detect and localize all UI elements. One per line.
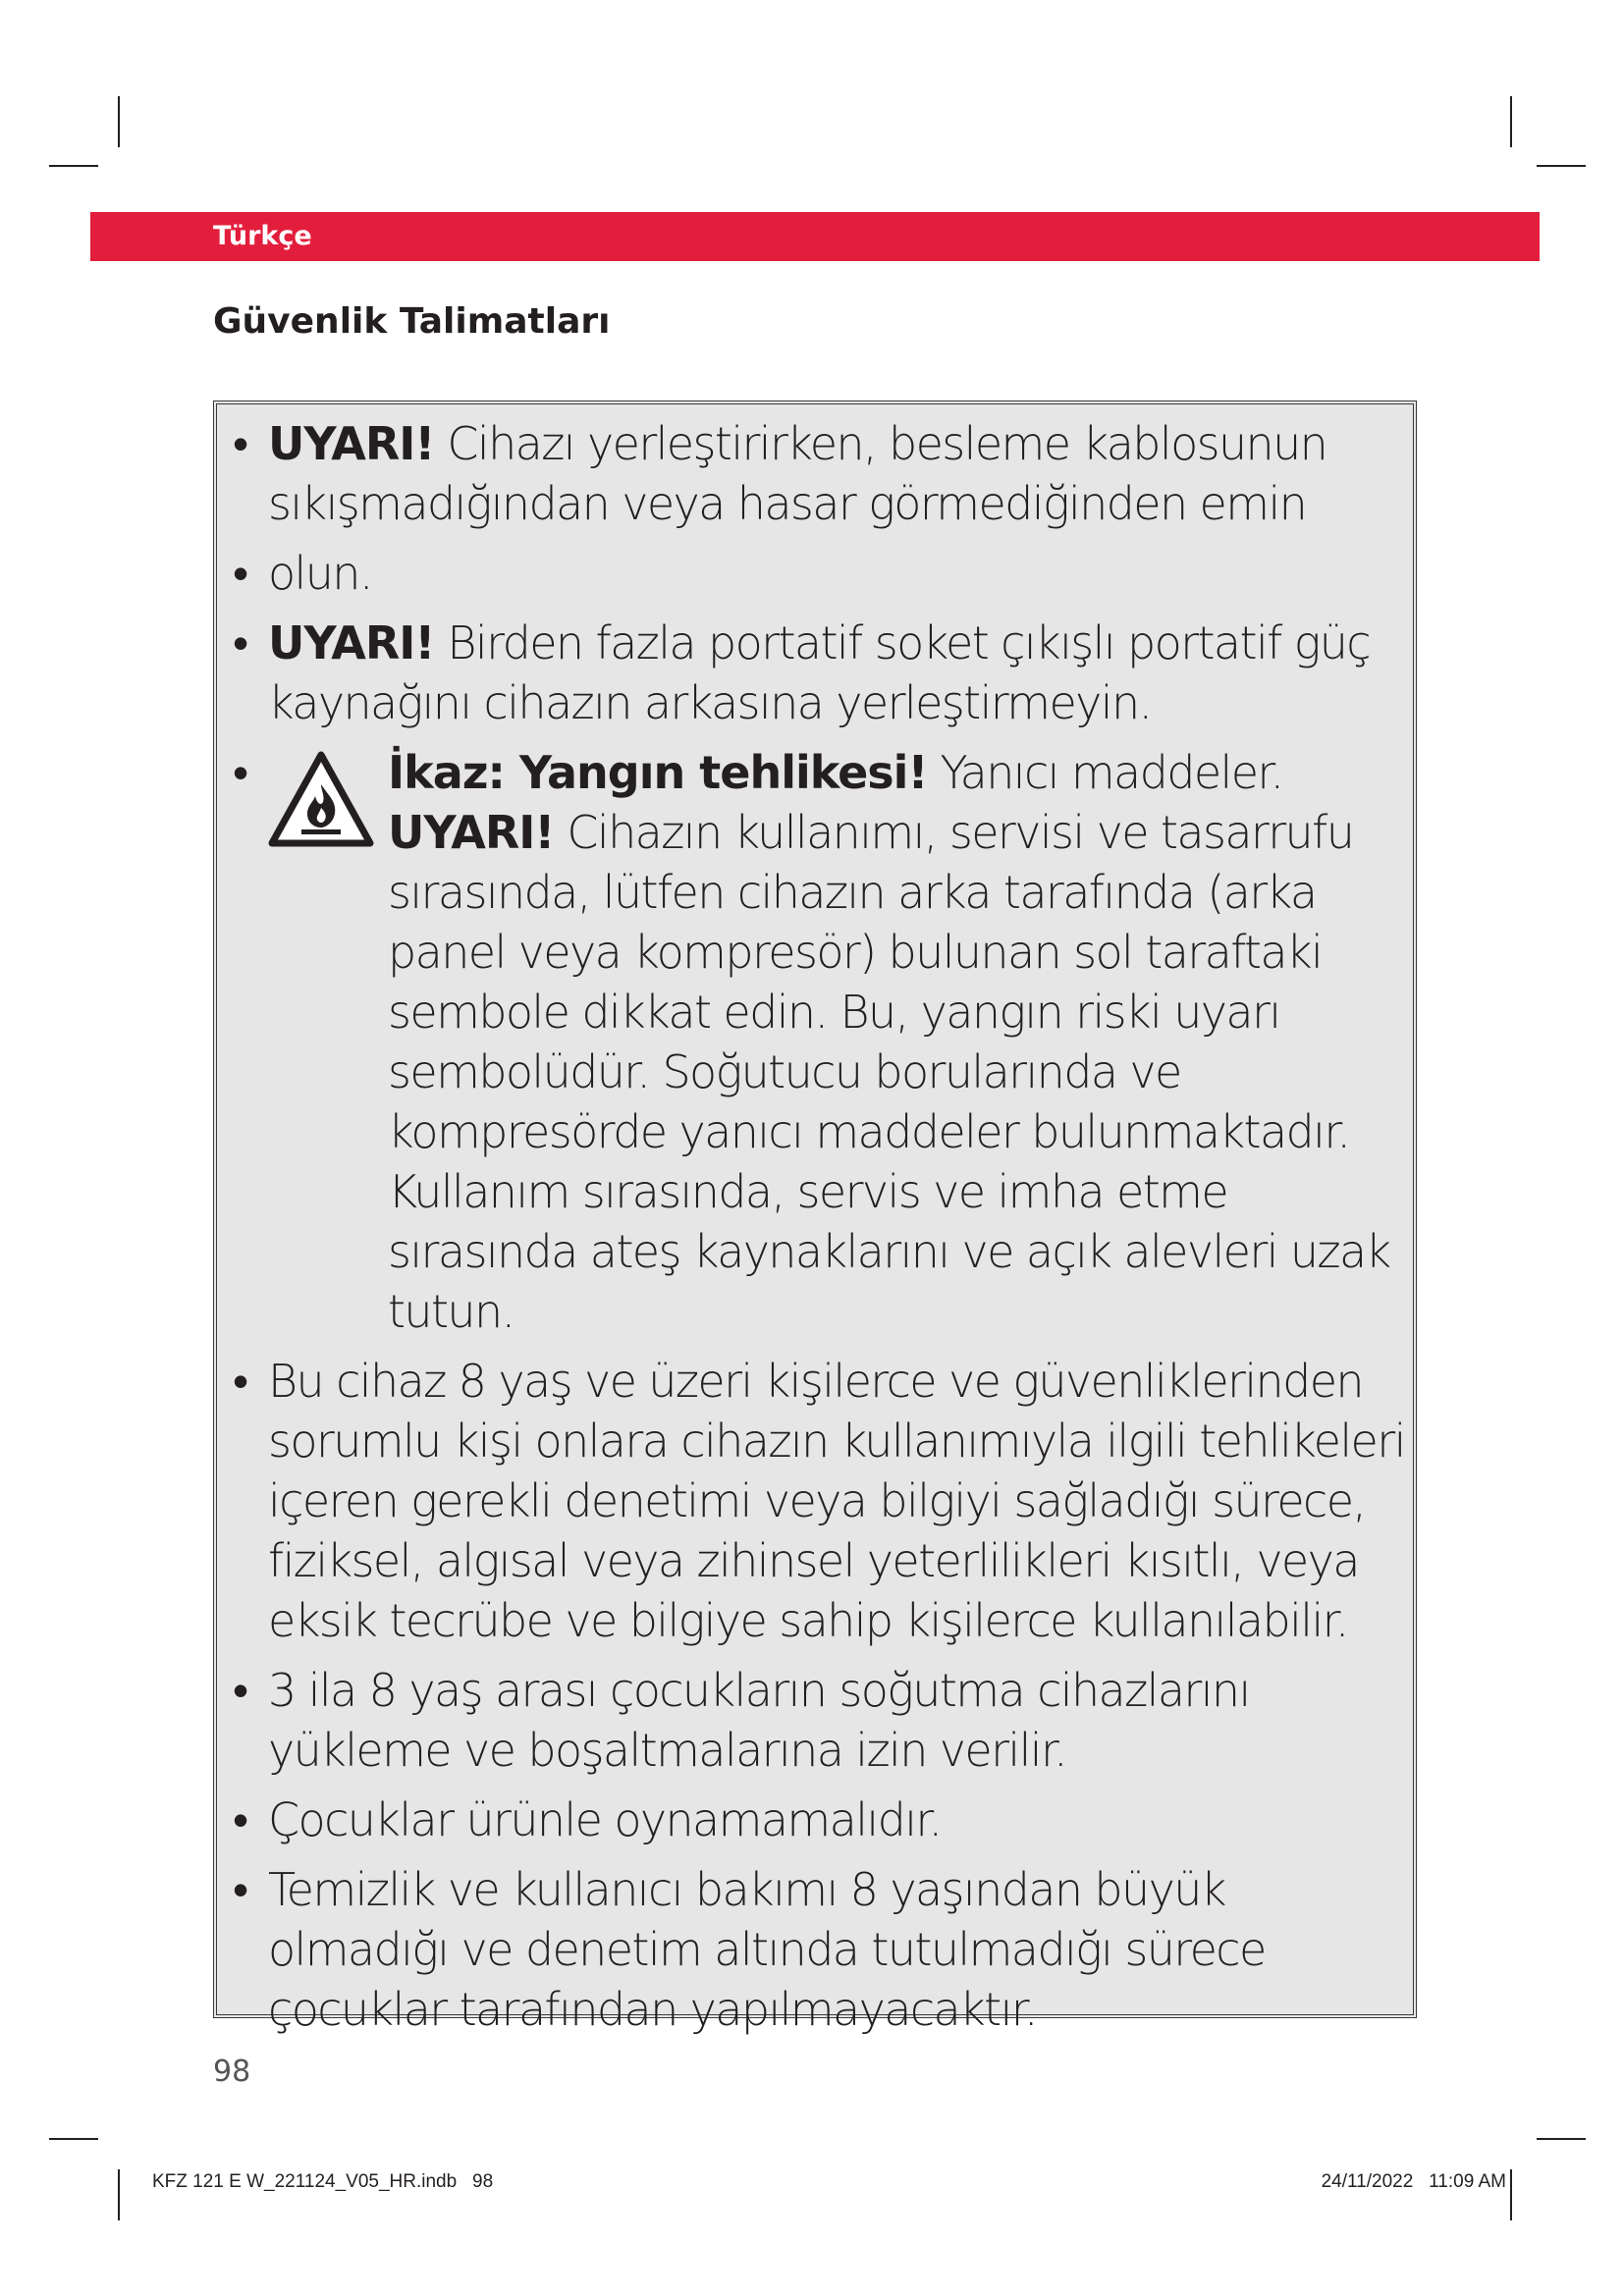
list-item xyxy=(217,544,1413,604)
list-item xyxy=(217,1790,1413,1850)
list-item xyxy=(217,1860,1413,2040)
warning-label: UYARI! xyxy=(388,806,555,859)
list-item-fire-warning xyxy=(217,743,1413,1342)
item-text: Temizlik ve kullanıcı bakımı 8 yaşından büyük olmadığı ve denetim altında tutulmadığı sürece çocuklar tarafından yapılmayacaktır. xyxy=(268,1863,1266,2036)
crop-mark xyxy=(49,2138,98,2140)
footer-date: 24/11/2022 11:09 AM xyxy=(1321,2171,1506,2192)
flammable-warning-icon xyxy=(268,751,374,849)
footer-file: KFZ 121 E W_221124_V05_HR.indb 98 xyxy=(152,2171,494,2192)
warning-label: İkaz: Yangın tehlikesi! xyxy=(388,746,928,799)
item-text: Çocuklar ürünle oynamamalıdır. xyxy=(268,1793,942,1846)
item-text: Cihazı yerleştirirken, besleme kablosunun sıkışmadığından veya hasar görmediğinden emin xyxy=(268,417,1327,530)
crop-mark xyxy=(49,165,98,167)
list-item xyxy=(217,414,1413,534)
crop-mark xyxy=(1510,2169,1512,2220)
crop-mark xyxy=(118,96,120,147)
safety-list xyxy=(217,404,1413,2040)
item-text: Birden fazla portatif soket çıkışlı portatif güç kaynağını cihazın arkasına yerleştirmeyin. xyxy=(268,616,1370,729)
page-number: 98 xyxy=(213,2055,251,2089)
list-item xyxy=(217,1661,1413,1781)
crop-mark xyxy=(1537,165,1586,167)
warning-label: UYARI! xyxy=(268,417,435,470)
safety-instructions-box xyxy=(213,400,1417,2036)
item-text: 3 ila 8 yaş arası çocukların soğutma cihazlarını yükleme ve boşaltmalarına izin verilir. xyxy=(268,1664,1250,1777)
fire-heading xyxy=(268,743,1413,1342)
language-label: Türkçe xyxy=(213,221,312,251)
item-text: olun. xyxy=(268,547,372,600)
list-item xyxy=(217,1352,1413,1651)
item-text: Bu cihaz 8 yaş ve üzeri kişilerce ve güvenliklerinden sorumlu kişi onlara cihazın kullanımıyla ilgili tehlikeleri içeren gerekli denetimi veya bilgiyi sağladığı sürece, fiziksel, algısal veya zihinsel yeterlilikleri kısıtlı, veya eksik tecrübe ve bilgiye sahip kişilerce kullanılabilir. xyxy=(268,1355,1405,1647)
crop-mark xyxy=(1510,96,1512,147)
section-title: Güvenlik Talimatları xyxy=(213,301,611,342)
crop-mark xyxy=(1537,2138,1586,2140)
warning-label: UYARI! xyxy=(268,616,435,669)
crop-mark xyxy=(118,2169,120,2220)
item-text: Yanıcı maddeler. xyxy=(940,746,1283,799)
item-text: Cihazın kullanımı, servisi ve tasarrufu sırasında, lütfen cihazın arka tarafında (arka panel veya kompresör) bulunan sol taraftaki sembole dikkat edin. Bu, yangın riski uyarı sembolüdür. Soğutucu borularında ve kompresörde yanıcı maddeler bulunmaktadır. Kullanım sırasında, servis ve imha etme sırasında ateş kaynaklarını ve açık alevleri uzak tutun. xyxy=(388,806,1390,1338)
list-item xyxy=(217,614,1413,733)
language-bar xyxy=(90,212,1540,261)
